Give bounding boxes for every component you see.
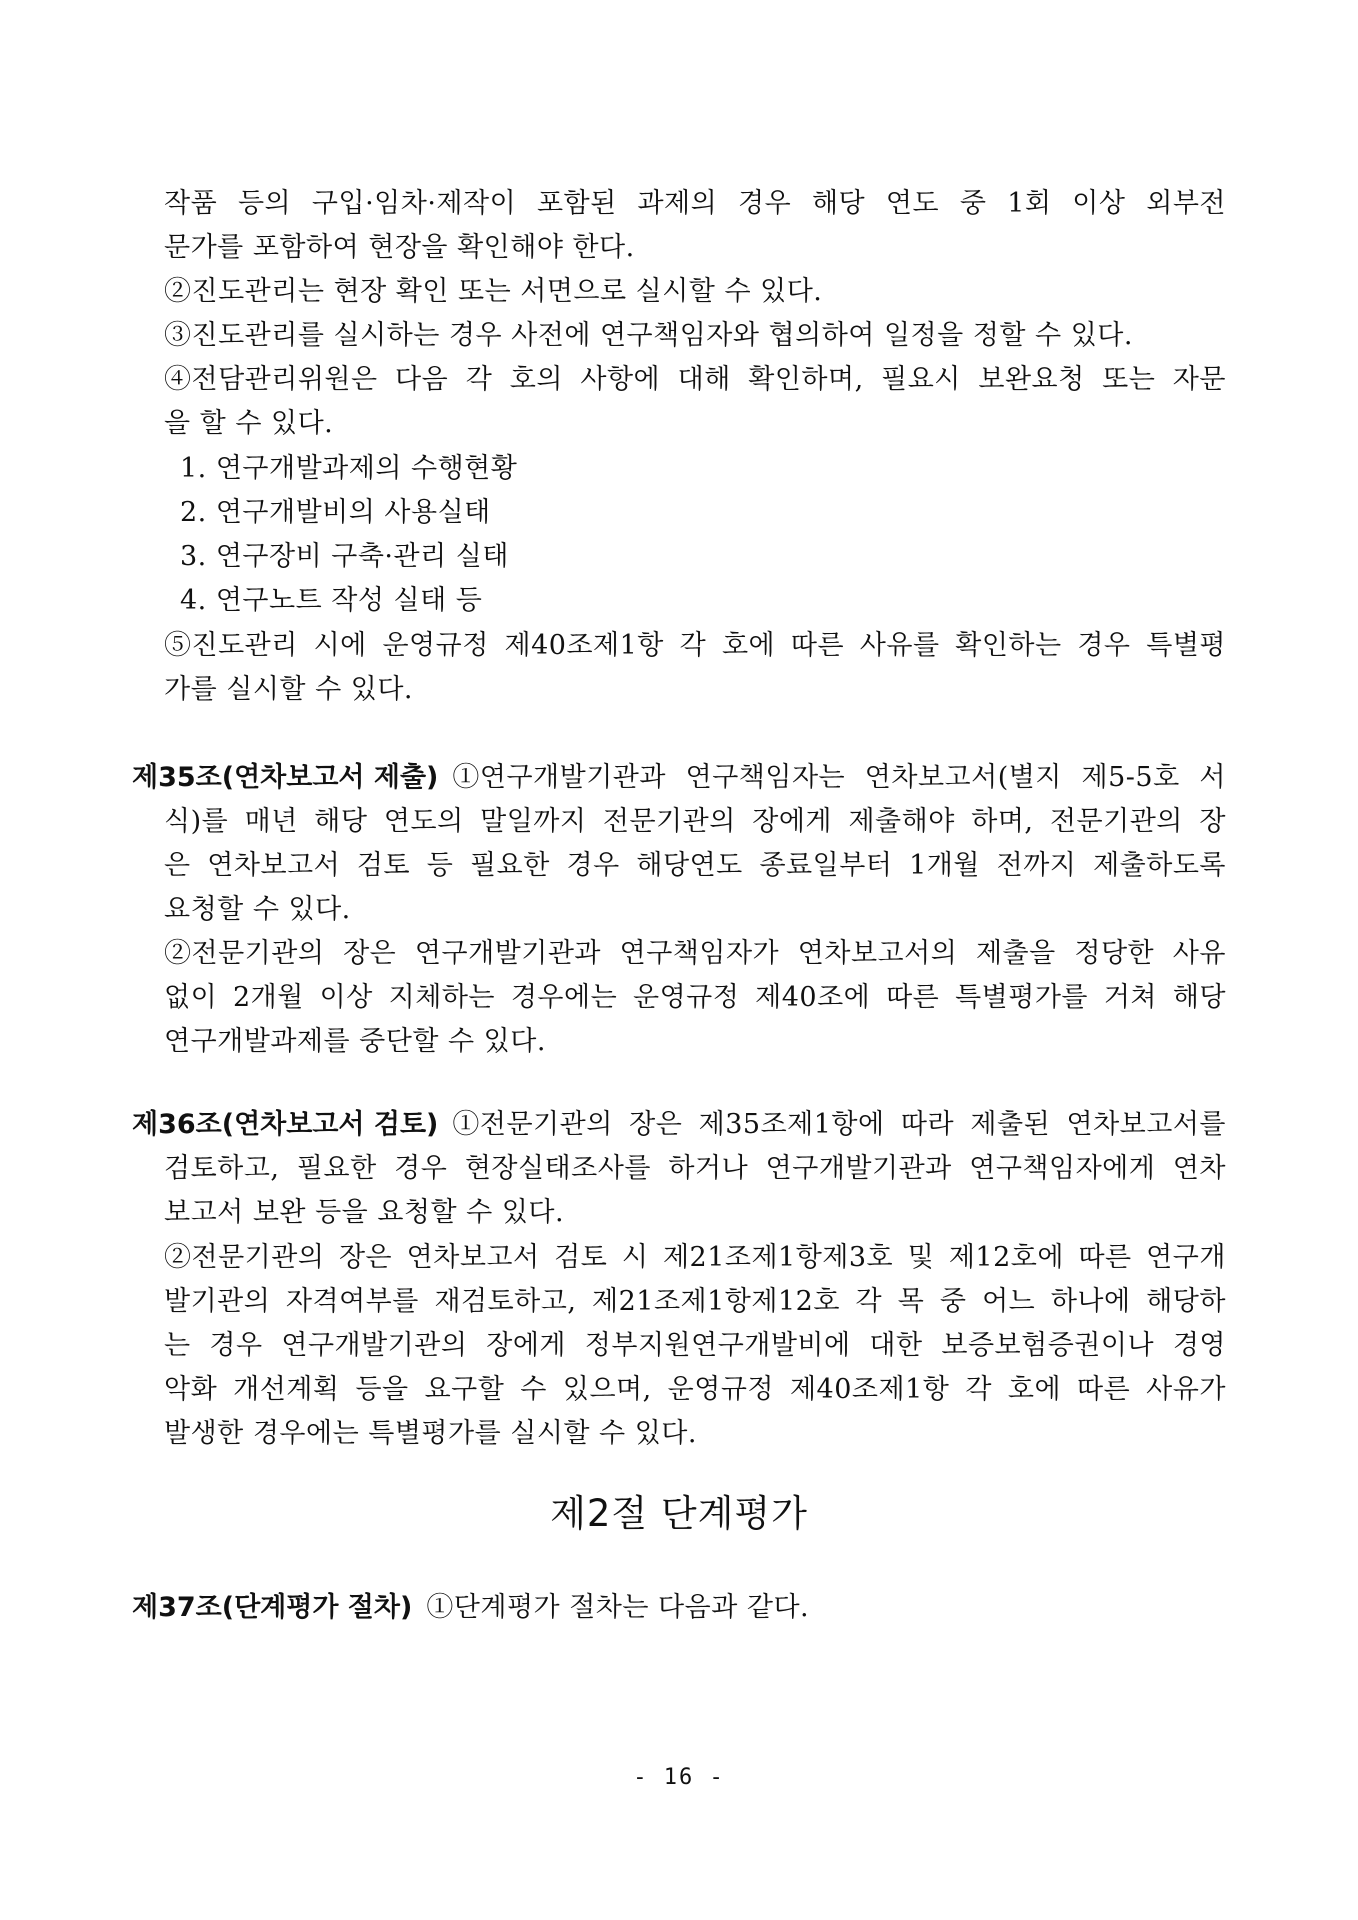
list-item: 2. 연구개발비의 사용실태 xyxy=(180,497,491,528)
body-line: 은 연차보고서 검토 등 필요한 경우 해당연도 종료일부터 1개월 전까지 제출하도록 xyxy=(164,850,1226,881)
list-item: 3. 연구장비 구축·관리 실태 xyxy=(180,541,509,572)
body-line: 발생한 경우에는 특별평가를 실시할 수 있다. xyxy=(164,1418,697,1449)
paragraph-4-line2: 을 할 수 있다. xyxy=(164,408,334,439)
body-line: 보고서 보완 등을 요청할 수 있다. xyxy=(164,1197,565,1228)
article-35-text: ①연구개발기관과 연구책임자는 연차보고서(별지 제5-5호 서 xyxy=(452,762,1226,793)
body-line: 요청할 수 있다. xyxy=(164,894,351,925)
body-line: 연구개발과제를 중단할 수 있다. xyxy=(164,1026,546,1057)
body-line: ②전문기관의 장은 연차보고서 검토 시 제21조제1항제3호 및 제12호에 따른 연구개 xyxy=(164,1242,1226,1273)
page-number: - 16 - xyxy=(633,1765,725,1790)
body-line: 식)를 매년 해당 연도의 말일까지 전문기관의 장에게 제출해야 하며, 전문기관의 장 xyxy=(164,806,1226,837)
body-line: 없이 2개월 이상 지체하는 경우에는 운영규정 제40조에 따른 특별평가를 거쳐 해당 xyxy=(164,982,1226,1013)
article-37-text: ①단계평가 절차는 다음과 같다. xyxy=(426,1592,810,1623)
body-line: 검토하고, 필요한 경우 현장실태조사를 하거나 연구개발기관과 연구책임자에게 연차 xyxy=(164,1153,1226,1184)
body-line: 문가를 포함하여 현장을 확인해야 한다. xyxy=(164,232,635,263)
article-35-first-line xyxy=(132,760,1226,796)
article-37-title: 제37조(단계평가 절차) xyxy=(132,1592,413,1623)
list-item: 1. 연구개발과제의 수행현황 xyxy=(180,453,518,484)
body-line: 악화 개선계획 등을 요구할 수 있으며, 운영규정 제40조제1항 각 호에 따른 사유가 xyxy=(164,1374,1226,1405)
paragraph-4-line1: ④전담관리위원은 다음 각 호의 사항에 대해 확인하며, 필요시 보완요청 또는 자문 xyxy=(164,364,1226,395)
section-heading: 제2절 단계평가 xyxy=(550,1492,808,1535)
list-item: 4. 연구노트 작성 실태 등 xyxy=(180,585,483,616)
body-line: 는 경우 연구개발기관의 장에게 정부지원연구개발비에 대한 보증보험증권이나 경영 xyxy=(164,1330,1226,1361)
article-37-first-line xyxy=(132,1590,809,1626)
body-line: 발기관의 자격여부를 재검토하고, 제21조제1항제12호 각 목 중 어느 하나에 해당하 xyxy=(164,1286,1226,1317)
paragraph-5-line1: ⑤진도관리 시에 운영규정 제40조제1항 각 호에 따른 사유를 확인하는 경우 특별평 xyxy=(164,630,1226,661)
article-35-title: 제35조(연차보고서 제출) xyxy=(132,762,439,793)
article-36-title: 제36조(연차보고서 검토) xyxy=(132,1109,439,1140)
paragraph-3: ③진도관리를 실시하는 경우 사전에 연구책임자와 협의하여 일정을 정할 수 있다. xyxy=(164,320,1133,351)
body-line: ②전문기관의 장은 연구개발기관과 연구책임자가 연차보고서의 제출을 정당한 사유 xyxy=(164,938,1226,969)
article-36-first-line xyxy=(132,1107,1226,1143)
article-36-text: ①전문기관의 장은 제35조제1항에 따라 제출된 연차보고서를 xyxy=(452,1109,1226,1140)
paragraph-2: ②진도관리는 현장 확인 또는 서면으로 실시할 수 있다. xyxy=(164,276,823,307)
body-line: 작품 등의 구입·임차·제작이 포함된 과제의 경우 해당 연도 중 1회 이상 외부전 xyxy=(164,188,1226,219)
paragraph-5-line2: 가를 실시할 수 있다. xyxy=(164,674,413,705)
